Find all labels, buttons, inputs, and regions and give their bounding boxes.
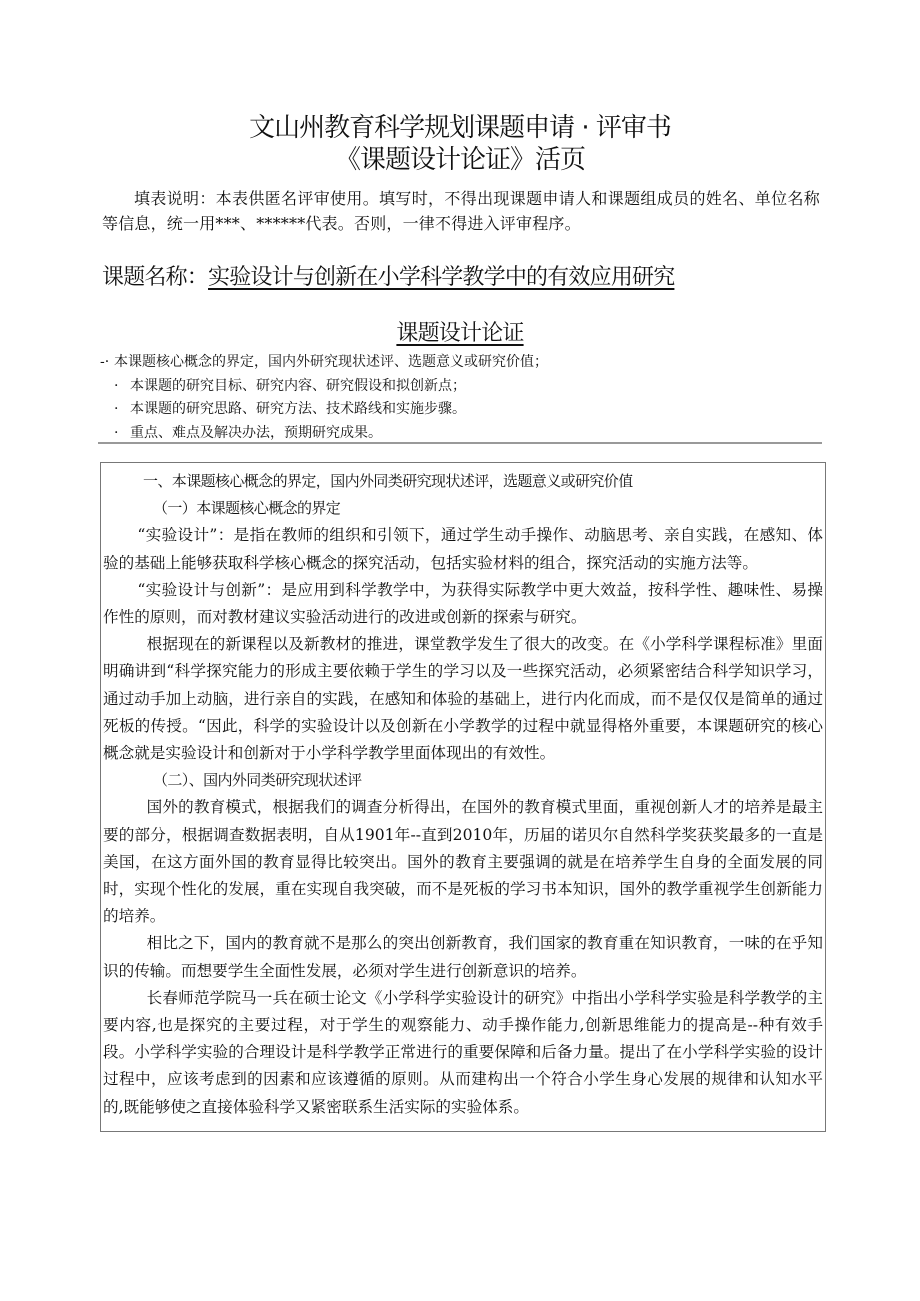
paragraph: 国外的教育模式，根据我们的调查分析得出，在国外的教育模式里面，重视创新人才的培养是最主要的部分，根据调查数据表明，自从1901年--直到2010年，历届的诺贝尔自然科学奖获奖最多的一直是美国，在这方面外国的教育显得比较突出。国外的教育主要强调的就是在培养学生自身的全面发展的同时，实现个性化的发展，重在实现自我突破，而不是死板的学习书本知识，国外的教学重视学生创新能力的培养。 — [103, 798, 823, 926]
heading-1: 一、本课题核心概念的界定，国内外同类研究现状述评，选题意义或研究价值 — [143, 472, 633, 490]
document-title: 文山州教育科学规划课题申请 · 评审书 — [249, 113, 671, 143]
section-title — [0, 316, 920, 347]
content-box — [100, 462, 826, 1132]
paragraph: 相比之下，国内的教育就不是那么的突出创新教育，我们国家的教育重在知识教育，一味的在乎知识的传输。而想要学生全面性发展，必须对学生进行创新意识的培养。 — [103, 934, 823, 980]
fill-instructions: 填表说明：本表供匿名评审使用。填写时，不得出现课题申请人和课题组成员的姓名、单位名称等信息，统一用***、******代表。否则，一律不得进入评审程序。 — [102, 189, 820, 233]
list-item: · 重点、难点及解决办法，预期研究成果。 — [100, 422, 820, 446]
paragraph: “实验设计”：是指在教师的组织和引领下，通过学生动手操作、动脑思考、亲自实践，在感知、体验的基础上能够获取科学核心概念的探究活动，包括实验材料的组合，探究活动的实施方法等。 — [103, 526, 823, 572]
list-item: · 本课题的研究思路、研究方法、技术路线和实施步骤。 — [100, 398, 820, 422]
paragraph: 长春师范学院马一兵在硕士论文《小学科学实验设计的研究》中指出小学科学实验是科学教学的主要内容,也是探究的主要过程，对于学生的观察能力、动手操作能力,创新思维能力的提高是--种有效手段。小学科学实验的合理设计是科学教学正常进行的重要保障和后备力量。提出了在小学科学实验的设计过程中，应该考虑到的因素和应该遵循的原则。从而建构出一个符合小学生身心发展的规律和认知水平的,既能够使之直接体验科学又紧密联系生活实际的实验体系。 — [103, 988, 823, 1116]
section-title-text: 课题设计论证 — [396, 321, 524, 346]
requirements-list — [100, 351, 820, 445]
list-item: -· 本课题核心概念的界定，国内外研究现状述评、选题意义或研究价值； — [100, 351, 820, 375]
list-item: · 本课题的研究目标、研究内容、研究假设和拟创新点； — [100, 375, 820, 399]
document-subtitle: 《课题设计论证》活页 — [334, 145, 585, 175]
topic-label: 课题名称： — [102, 265, 209, 290]
subheading-2: （二）、国内外同类研究现状述评 — [153, 771, 362, 790]
paragraph: 根据现在的新课程以及新教材的推进，课堂教学发生了很大的改变。在《小学科学课程标准》里面明确讲到“科学探究能力的形成主要依赖于学生的学习以及一些探究活动，必须紧密结合科学知识学习，通过动手加上动脑，进行亲自的实践，在感知和体验的基础上，进行内化而成，而不是仅仅是简单的通过死板的传授。“因此，科学的实验设计以及创新在小学教学的过程中就显得格外重要，本课题研究的核心概念就是实验设计和创新对于小学科学教学里面体现出的有效性。 — [103, 635, 823, 763]
topic-name — [102, 260, 674, 291]
paragraph: “实验设计与创新”：是应用到科学教学中，为获得实际教学中更大效益，按科学性、趣味性、易操作性的原则，而对教材建议实验活动进行的改进或创新的探索与研究。 — [103, 580, 823, 627]
subheading-1: （一）本课题核心概念的界定 — [153, 499, 341, 518]
topic-value: 实验设计与创新在小学科学教学中的有效应用研究 — [208, 265, 675, 290]
divider — [98, 442, 822, 444]
